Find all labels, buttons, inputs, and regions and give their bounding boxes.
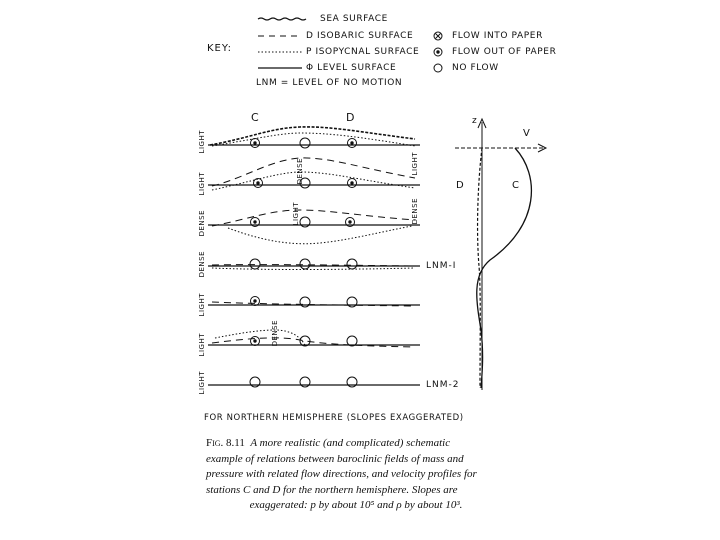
key-line-samples: [258, 18, 306, 68]
key-lnm-definition: LNM = LEVEL OF NO MOTION: [256, 78, 403, 88]
caption-line-2: example of relations between baroclinic fields of mass and: [206, 452, 464, 465]
layer-label-3: DENSE: [198, 210, 206, 237]
key-level-label: Φ LEVEL SURFACE: [306, 63, 397, 73]
key-isopycnal-label: P ISOPYCNAL SURFACE: [306, 47, 420, 57]
profile-axes: [455, 119, 546, 390]
inner-light-right-label: LIGHT: [411, 152, 419, 176]
layer-label-4: DENSE: [198, 251, 206, 278]
sea-surface-curve: [210, 127, 415, 145]
layer-label-6: LIGHT: [198, 333, 206, 357]
no-flow-symbol: [434, 64, 442, 72]
caption-line-5: exaggerated: p by about 10⁵ and ρ by about 10³.: [249, 499, 463, 511]
lnm-2-label: LNM-2: [426, 380, 460, 390]
inner-dense-right-label: DENSE: [411, 198, 419, 225]
profile-d-label: D: [456, 180, 464, 191]
caption-line-1: A more realistic (and complicated) schematic: [250, 437, 451, 449]
station-c-label: C: [251, 111, 259, 124]
profile-c-curve: [477, 148, 532, 388]
inner-light-label-2: LIGHT: [292, 202, 300, 226]
caption-line-4: stations C and D for the northern hemisphere. Slopes are: [206, 483, 458, 496]
key-flow-out-of-paper-label: FLOW OUT OF PAPER: [452, 47, 557, 57]
figure-caption: [206, 436, 506, 514]
inner-dense-label-1: DENSE: [296, 158, 304, 185]
key-isobaric-label: D ISOBARIC SURFACE: [306, 31, 414, 41]
layer-label-2: LIGHT: [198, 172, 206, 196]
key-no-flow-label: NO FLOW: [452, 63, 499, 73]
isobaric-surfaces: [212, 158, 415, 385]
caption-line-3: pressure with related flow directions, and velocity profiles for: [206, 468, 477, 480]
key-flow-symbols: [434, 32, 442, 72]
layer-label-5: LIGHT: [198, 293, 206, 317]
key-sea-surface-label: SEA SURFACE: [320, 14, 388, 24]
layer-label-7: LIGHT: [198, 371, 206, 395]
station-d-label: D: [346, 111, 355, 124]
figure-label: Fig. 8.11: [206, 437, 245, 449]
profile-c-label: C: [512, 180, 519, 191]
key-title: KEY:: [207, 43, 233, 54]
v-axis-label: V: [523, 128, 530, 139]
lnm-1-label: LNM-I: [426, 261, 457, 271]
z-axis-label: z: [472, 116, 477, 126]
layer-label-1: LIGHT: [198, 130, 206, 154]
profile-d-curve: [478, 148, 482, 388]
key-flow-into-paper-label: FLOW INTO PAPER: [452, 31, 543, 41]
hemisphere-footer: FOR NORTHERN HEMISPHERE (SLOPES EXAGGERATED): [204, 413, 464, 423]
inner-dense-label-2: DENSE: [271, 320, 279, 347]
sea-surface-sample: [258, 18, 306, 20]
isopycnal-surfaces: [212, 133, 415, 345]
